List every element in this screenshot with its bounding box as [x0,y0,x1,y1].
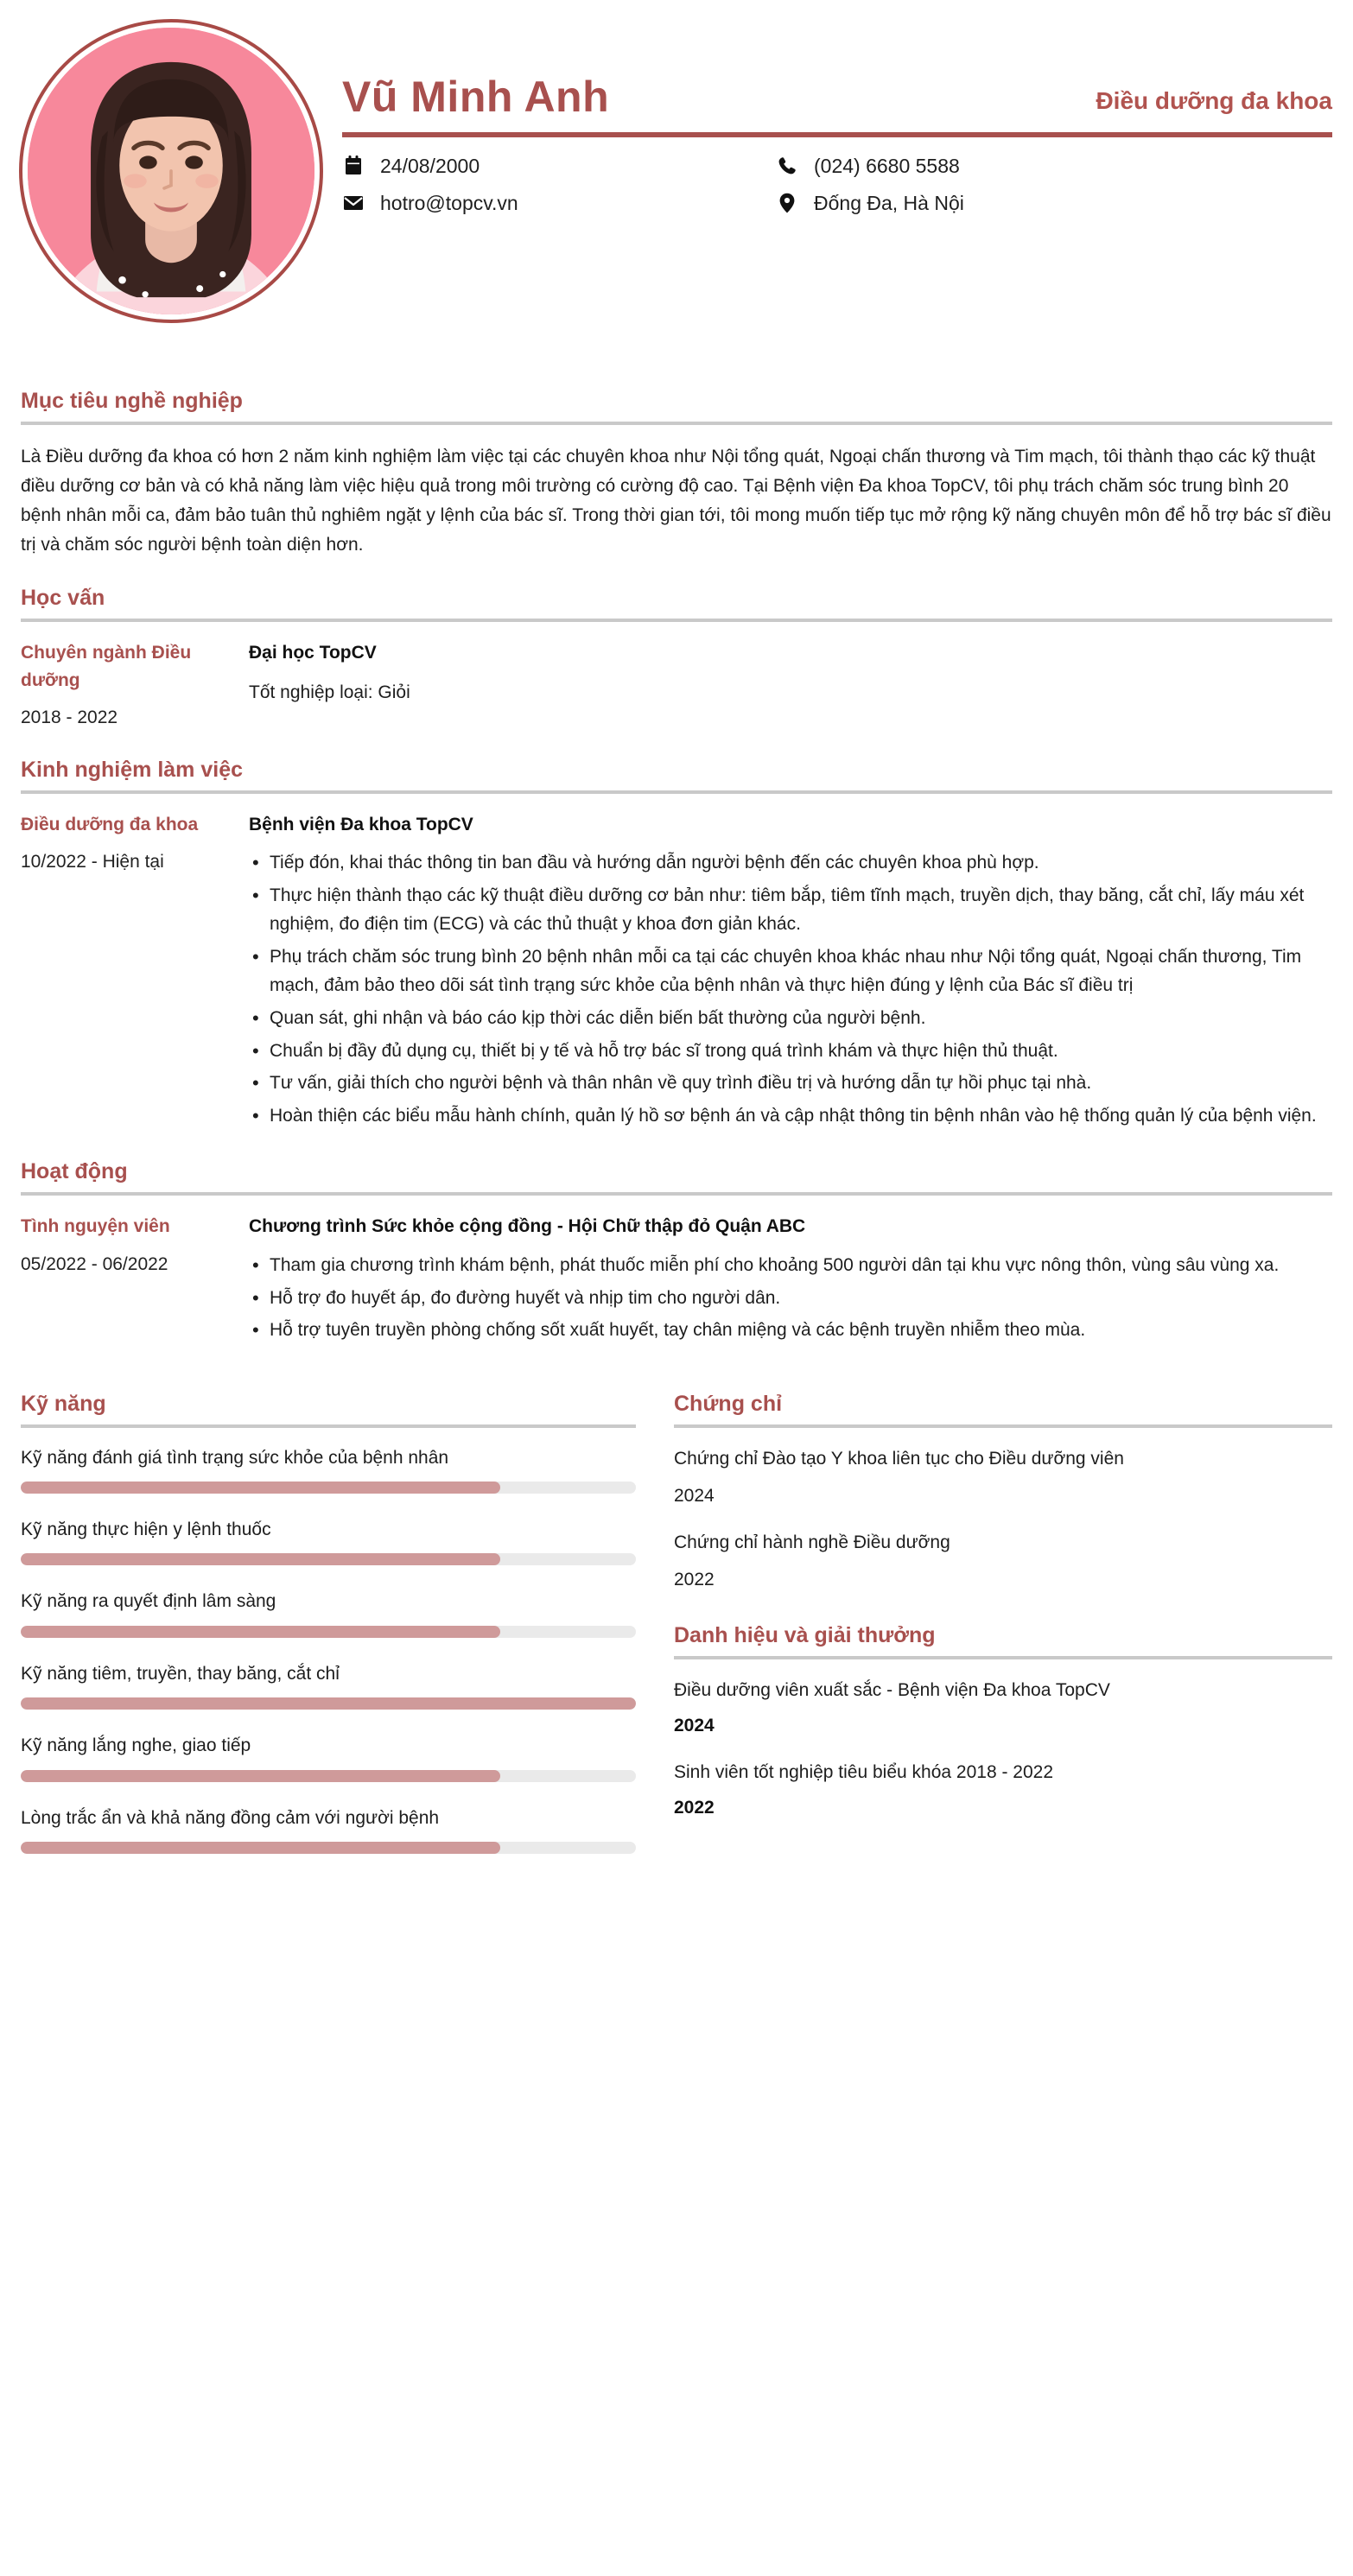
objective-text: Là Điều dưỡng đa khoa có hơn 2 năm kinh nghiệm làm việc tại các chuyên khoa như Nội tổng quát, Ngoại chấn thương và Tim mạch, tôi thành thạo các kỹ thuật điều dưỡng cơ bản và có khả năng làm việc hiệu quả trong môi trường có cường độ cao. Tại Bệnh viện Đa khoa TopCV, tôi phụ trách chăm sóc trung bình 20 bệnh nhân mỗi ca, đảm bảo tuân thủ nghiêm ngặt y lệnh của bác sĩ. Trong thời gian tới, tôi mong muốn tiếp tục mở rộng kỹ năng chuyên môn để hỗ trợ bác sĩ điều trị và chăm sóc người bệnh toàn diện hơn. [21,447,1331,555]
skill-label: Kỹ năng tiêm, truyền, thay băng, cắt chỉ [21,1663,340,1684]
skills-list [21,1428,636,1854]
skill-progress-track [21,1553,636,1565]
section-heading-education: Học vấn [21,586,105,611]
contact-address-value: Đống Đa, Hà Nội [814,191,964,214]
contact-phone-value: (024) 6680 5588 [814,154,960,177]
contact-phone [776,155,1225,178]
skill-item [21,1733,636,1781]
header-divider [342,132,1332,137]
bullet-item: • Thực hiện thành thạo các kỹ thuật điều dưỡng cơ bản như: tiêm bắp, tiêm tĩnh mạch, truyền dịch, thay băng, cắt chỉ, lấy máu xét nghiệm, đo điện tim (ECG) và các thủ thuật y khoa đơn giản khác. [270,881,1332,939]
education-entry [21,639,1332,732]
page-title: Vũ Minh Anh [342,73,610,121]
contact-block [342,155,1332,215]
skill-item [21,1517,636,1565]
skill-progress-fill [21,1697,636,1710]
experience-entry [21,811,1332,1134]
skill-progress-track [21,1770,636,1782]
phone-icon [776,156,798,175]
experience-bullet-list [249,848,1332,1130]
certificate-year: 2024 [674,1486,715,1507]
cv-header [0,0,1353,363]
location-pin-icon [776,193,798,213]
certificate-title: Chứng chỉ hành nghề Điều dưỡng [674,1532,950,1552]
bullet-item: • Hỗ trợ tuyên truyền phòng chống sốt xuất huyết, tay chân miệng và các bệnh truyền nhiễm theo mùa. [270,1316,1332,1345]
calendar-icon [342,155,365,176]
bullet-item: • Tiếp đón, khai thác thông tin ban đầu và hướng dẫn người bệnh đến các chuyên khoa phù hợp. [270,848,1332,878]
certificate-item [674,1445,1332,1510]
skill-progress-fill [21,1770,500,1782]
bullet-item: • Phụ trách chăm sóc trung bình 20 bệnh nhân mỗi ca tại các chuyên khoa khác nhau như Nội tổng quát, Ngoại chấn thương, Tim mạch, đảm bảo theo dõi sát tình trạng sức khỏe của bệnh nhân và thực hiện đúng y lệnh của Bác sĩ điều trị [270,942,1332,1000]
certificate-title: Chứng chỉ Đào tạo Y khoa liên tục cho Điều dưỡng viên [674,1448,1124,1469]
skill-item [21,1445,636,1494]
section-heading-experience: Kinh nghiệm làm việc [21,757,244,782]
activity-date: 05/2022 - 06/2022 [21,1253,168,1274]
section-skills [21,1392,636,1854]
activity-entry [21,1213,1332,1348]
certificate-year: 2022 [674,1570,715,1590]
experience-company: Bệnh viện Đa khoa TopCV [249,814,473,834]
skill-label: Kỹ năng ra quyết định lâm sàng [21,1591,276,1612]
bullet-item: • Tham gia chương trình khám bệnh, phát thuốc miễn phí cho khoảng 500 người dân tại khu vực nông thôn, vùng sâu vùng xa. [270,1251,1332,1280]
section-heading-objective: Mục tiêu nghề nghiệp [21,389,243,413]
skill-progress-fill [21,1626,500,1638]
education-school: Đại học TopCV [249,643,377,663]
bullet-item: • Quan sát, ghi nhận và báo cáo kịp thời các diễn biến bất thường của người bệnh. [270,1004,1332,1033]
job-title: Điều dưỡng đa khoa [1096,86,1332,114]
skill-item [21,1805,636,1854]
awards-list [674,1659,1332,1822]
award-year: 2024 [674,1716,715,1736]
section-heading-certificates: Chứng chỉ [674,1391,783,1416]
skill-label: Kỹ năng lắng nghe, giao tiếp [21,1735,251,1756]
section-heading-skills: Kỹ năng [21,1391,106,1416]
skill-label: Lòng trắc ẩn và khả năng đồng cảm với người bệnh [21,1807,440,1828]
certificates-awards-column [674,1392,1332,1877]
contact-email-value: hotro@topcv.vn [380,191,518,214]
bullet-item: • Tư vấn, giải thích cho người bệnh và thân nhân về quy trình điều trị và hướng dẫn tự hồi phục tại nhà. [270,1069,1332,1098]
contact-address [776,192,1225,215]
activity-bullet-list [249,1251,1332,1345]
section-objective [21,389,1332,560]
award-item [674,1759,1332,1822]
skill-progress-track [21,1697,636,1710]
skill-item [21,1589,636,1637]
contact-email [342,192,776,215]
contact-birthday-value: 24/08/2000 [380,154,480,177]
certificate-item [674,1529,1332,1594]
avatar-photo [28,28,314,314]
experience-date: 10/2022 - Hiện tại [21,852,164,872]
section-awards [674,1623,1332,1822]
contact-column-right [776,155,1225,215]
education-date: 2018 - 2022 [21,707,118,728]
bullet-item: • Chuẩn bị đầy đủ dụng cụ, thiết bị y tế và hỗ trợ bác sĩ trong quá trình khám và thực hiện thủ thuật. [270,1037,1332,1066]
header-info [342,74,1332,215]
section-experience [21,758,1332,1134]
bullet-item: • Hoàn thiện các biểu mẫu hành chính, quản lý hồ sơ bệnh án và cập nhật thông tin bệnh nhân vào hệ thống quản lý của bệnh viện. [270,1101,1332,1131]
section-education [21,586,1332,732]
skill-progress-track [21,1842,636,1854]
certificates-list [674,1428,1332,1594]
skill-progress-track [21,1626,636,1638]
award-title: Điều dưỡng viên xuất sắc - Bệnh viện Đa khoa TopCV [674,1679,1110,1700]
section-heading-activities: Hoạt động [21,1159,128,1184]
skill-progress-fill [21,1842,500,1854]
activity-role: Tình nguyện viên [21,1216,170,1237]
bullet-item: • Hỗ trợ đo huyết áp, đo đường huyết và nhịp tim cho người dân. [270,1284,1332,1313]
cv-body [0,389,1353,1877]
name-title-row [342,74,1332,132]
skills-column [21,1392,636,1877]
skill-progress-fill [21,1482,500,1494]
avatar [19,19,323,323]
activity-org: Chương trình Sức khỏe cộng đồng - Hội Chữ thập đỏ Quận ABC [249,1216,806,1237]
skill-label: Kỹ năng thực hiện y lệnh thuốc [21,1520,271,1540]
contact-birthday [342,155,776,178]
skill-label: Kỹ năng đánh giá tình trạng sức khỏe của bệnh nhân [21,1447,449,1468]
education-major: Chuyên ngành Điều dưỡng [21,643,192,690]
skill-progress-fill [21,1553,500,1565]
education-grade: Tốt nghiệp loại: Giỏi [249,682,410,702]
section-activities [21,1159,1332,1348]
award-title: Sinh viên tốt nghiệp tiêu biểu khóa 2018 - 2022 [674,1761,1054,1782]
section-heading-awards: Danh hiệu và giải thưởng [674,1622,936,1647]
bottom-columns [21,1392,1332,1877]
skill-progress-track [21,1482,636,1494]
experience-role: Điều dưỡng đa khoa [21,814,199,834]
award-year: 2022 [674,1798,715,1818]
contact-column-left [342,155,776,215]
section-certificates [674,1392,1332,1594]
award-item [674,1677,1332,1740]
skill-item [21,1661,636,1710]
envelope-icon [342,195,365,211]
